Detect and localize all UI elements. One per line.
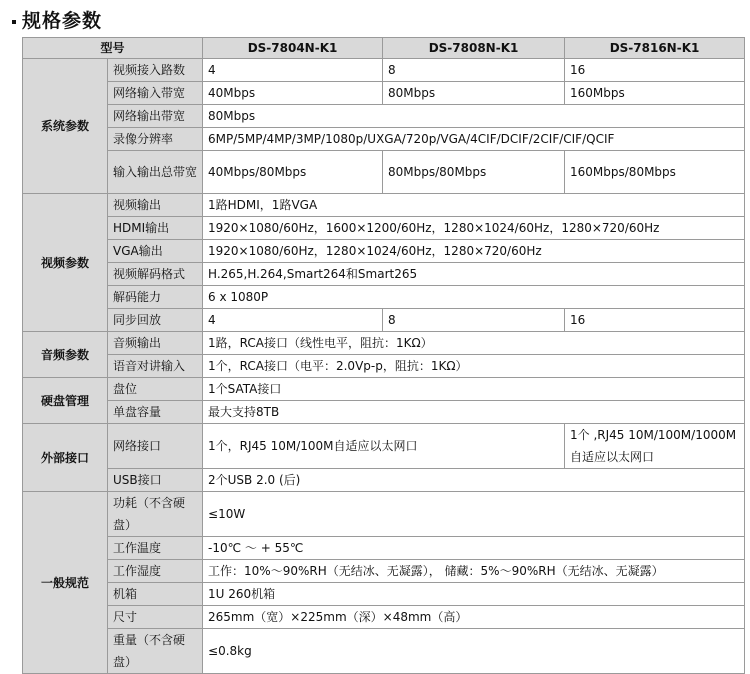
row-label: 视频接入路数	[108, 59, 203, 82]
row-label: 功耗（不含硬盘）	[108, 492, 203, 537]
table-row	[23, 128, 745, 151]
cell-value: 1个SATA接口	[203, 378, 745, 401]
row-label: 同步回放	[108, 309, 203, 332]
table-row	[23, 469, 745, 492]
category-disk: 硬盘管理	[23, 378, 108, 424]
cell-value: 160Mbps	[565, 82, 745, 105]
table-row	[23, 401, 745, 424]
category-general: 一般规范	[23, 492, 108, 674]
header-model-3: DS-7816N-K1	[565, 38, 745, 59]
row-label: 解码能力	[108, 286, 203, 309]
cell-value: 1个，RCA接口（电平：2.0Vp-p，阻抗：1KΩ）	[203, 355, 745, 378]
spec-table	[22, 37, 745, 674]
row-label: 录像分辨率	[108, 128, 203, 151]
page-title	[12, 6, 102, 33]
cell-value: 8	[383, 309, 565, 332]
cell-value: 80Mbps/80Mbps	[383, 151, 565, 194]
table-row	[23, 424, 745, 469]
row-label: 输入输出总带宽	[108, 151, 203, 194]
row-label: 视频输出	[108, 194, 203, 217]
table-row	[23, 309, 745, 332]
table-row	[23, 606, 745, 629]
table-row	[23, 355, 745, 378]
row-label: 单盘容量	[108, 401, 203, 424]
cell-value: 8	[383, 59, 565, 82]
category-audio: 音频参数	[23, 332, 108, 378]
table-row	[23, 82, 745, 105]
cell-value: 6 x 1080P	[203, 286, 745, 309]
cell-value: 265mm（宽）×225mm（深）×48mm（高）	[203, 606, 745, 629]
table-row	[23, 332, 745, 355]
header-model-2: DS-7808N-K1	[383, 38, 565, 59]
table-row	[23, 378, 745, 401]
cell-value: 4	[203, 59, 383, 82]
row-label: 机箱	[108, 583, 203, 606]
cell-value: 1路HDMI，1路VGA	[203, 194, 745, 217]
cell-value: 4	[203, 309, 383, 332]
row-label: VGA输出	[108, 240, 203, 263]
page-title-text: 规格参数	[22, 10, 103, 32]
cell-value: 16	[565, 309, 745, 332]
row-label: 尺寸	[108, 606, 203, 629]
row-label: 盘位	[108, 378, 203, 401]
category-ext: 外部接口	[23, 424, 108, 492]
table-row	[23, 537, 745, 560]
row-label: 视频解码格式	[108, 263, 203, 286]
cell-value: 工作：10%～90%RH（无结冰、无凝露）， 储藏：5%～90%RH（无结冰、无凝露）	[203, 560, 745, 583]
row-label: 语音对讲输入	[108, 355, 203, 378]
cell-value: 2个USB 2.0 (后)	[203, 469, 745, 492]
row-label: USB接口	[108, 469, 203, 492]
cell-value: 1路，RCA接口（线性电平，阻抗：1KΩ）	[203, 332, 745, 355]
row-label: 网络输出带宽	[108, 105, 203, 128]
bullet-icon	[12, 20, 16, 24]
cell-value: 1920×1080/60Hz，1600×1200/60Hz，1280×1024/60Hz，1280×720/60Hz	[203, 217, 745, 240]
table-row	[23, 217, 745, 240]
table-row	[23, 59, 745, 82]
header-model-1: DS-7804N-K1	[203, 38, 383, 59]
category-video: 视频参数	[23, 194, 108, 332]
cell-value: 1个 ,RJ45 10M/100M/1000M自适应以太网口	[565, 424, 745, 469]
cell-value: 80Mbps	[383, 82, 565, 105]
row-label: 工作湿度	[108, 560, 203, 583]
cell-value: 1个，RJ45 10M/100M自适应以太网口	[203, 424, 565, 469]
table-row	[23, 492, 745, 537]
cell-value: 6MP/5MP/4MP/3MP/1080p/UXGA/720p/VGA/4CIF/DCIF/2CIF/CIF/QCIF	[203, 128, 745, 151]
table-row	[23, 263, 745, 286]
row-label: 工作温度	[108, 537, 203, 560]
cell-value: H.265,H.264,Smart264和Smart265	[203, 263, 745, 286]
row-label: HDMI输出	[108, 217, 203, 240]
cell-value: 80Mbps	[203, 105, 745, 128]
row-label: 网络输入带宽	[108, 82, 203, 105]
row-label: 音频输出	[108, 332, 203, 355]
cell-value: 1920×1080/60Hz，1280×1024/60Hz，1280×720/60Hz	[203, 240, 745, 263]
table-row	[23, 583, 745, 606]
cell-value: ≤0.8kg	[203, 629, 745, 674]
cell-value: -10℃ ～ + 55℃	[203, 537, 745, 560]
category-system: 系统参数	[23, 59, 108, 194]
table-row	[23, 560, 745, 583]
cell-value: 160Mbps/80Mbps	[565, 151, 745, 194]
cell-value: 1U 260机箱	[203, 583, 745, 606]
cell-value: ≤10W	[203, 492, 745, 537]
cell-value: 最大支持8TB	[203, 401, 745, 424]
table-row	[23, 151, 745, 194]
table-row	[23, 105, 745, 128]
row-label: 网络接口	[108, 424, 203, 469]
cell-value: 40Mbps/80Mbps	[203, 151, 383, 194]
table-row	[23, 194, 745, 217]
table-header-row	[23, 38, 745, 59]
header-model: 型号	[23, 38, 203, 59]
row-label: 重量（不含硬盘）	[108, 629, 203, 674]
table-row	[23, 240, 745, 263]
table-row	[23, 286, 745, 309]
cell-value: 16	[565, 59, 745, 82]
cell-value: 40Mbps	[203, 82, 383, 105]
